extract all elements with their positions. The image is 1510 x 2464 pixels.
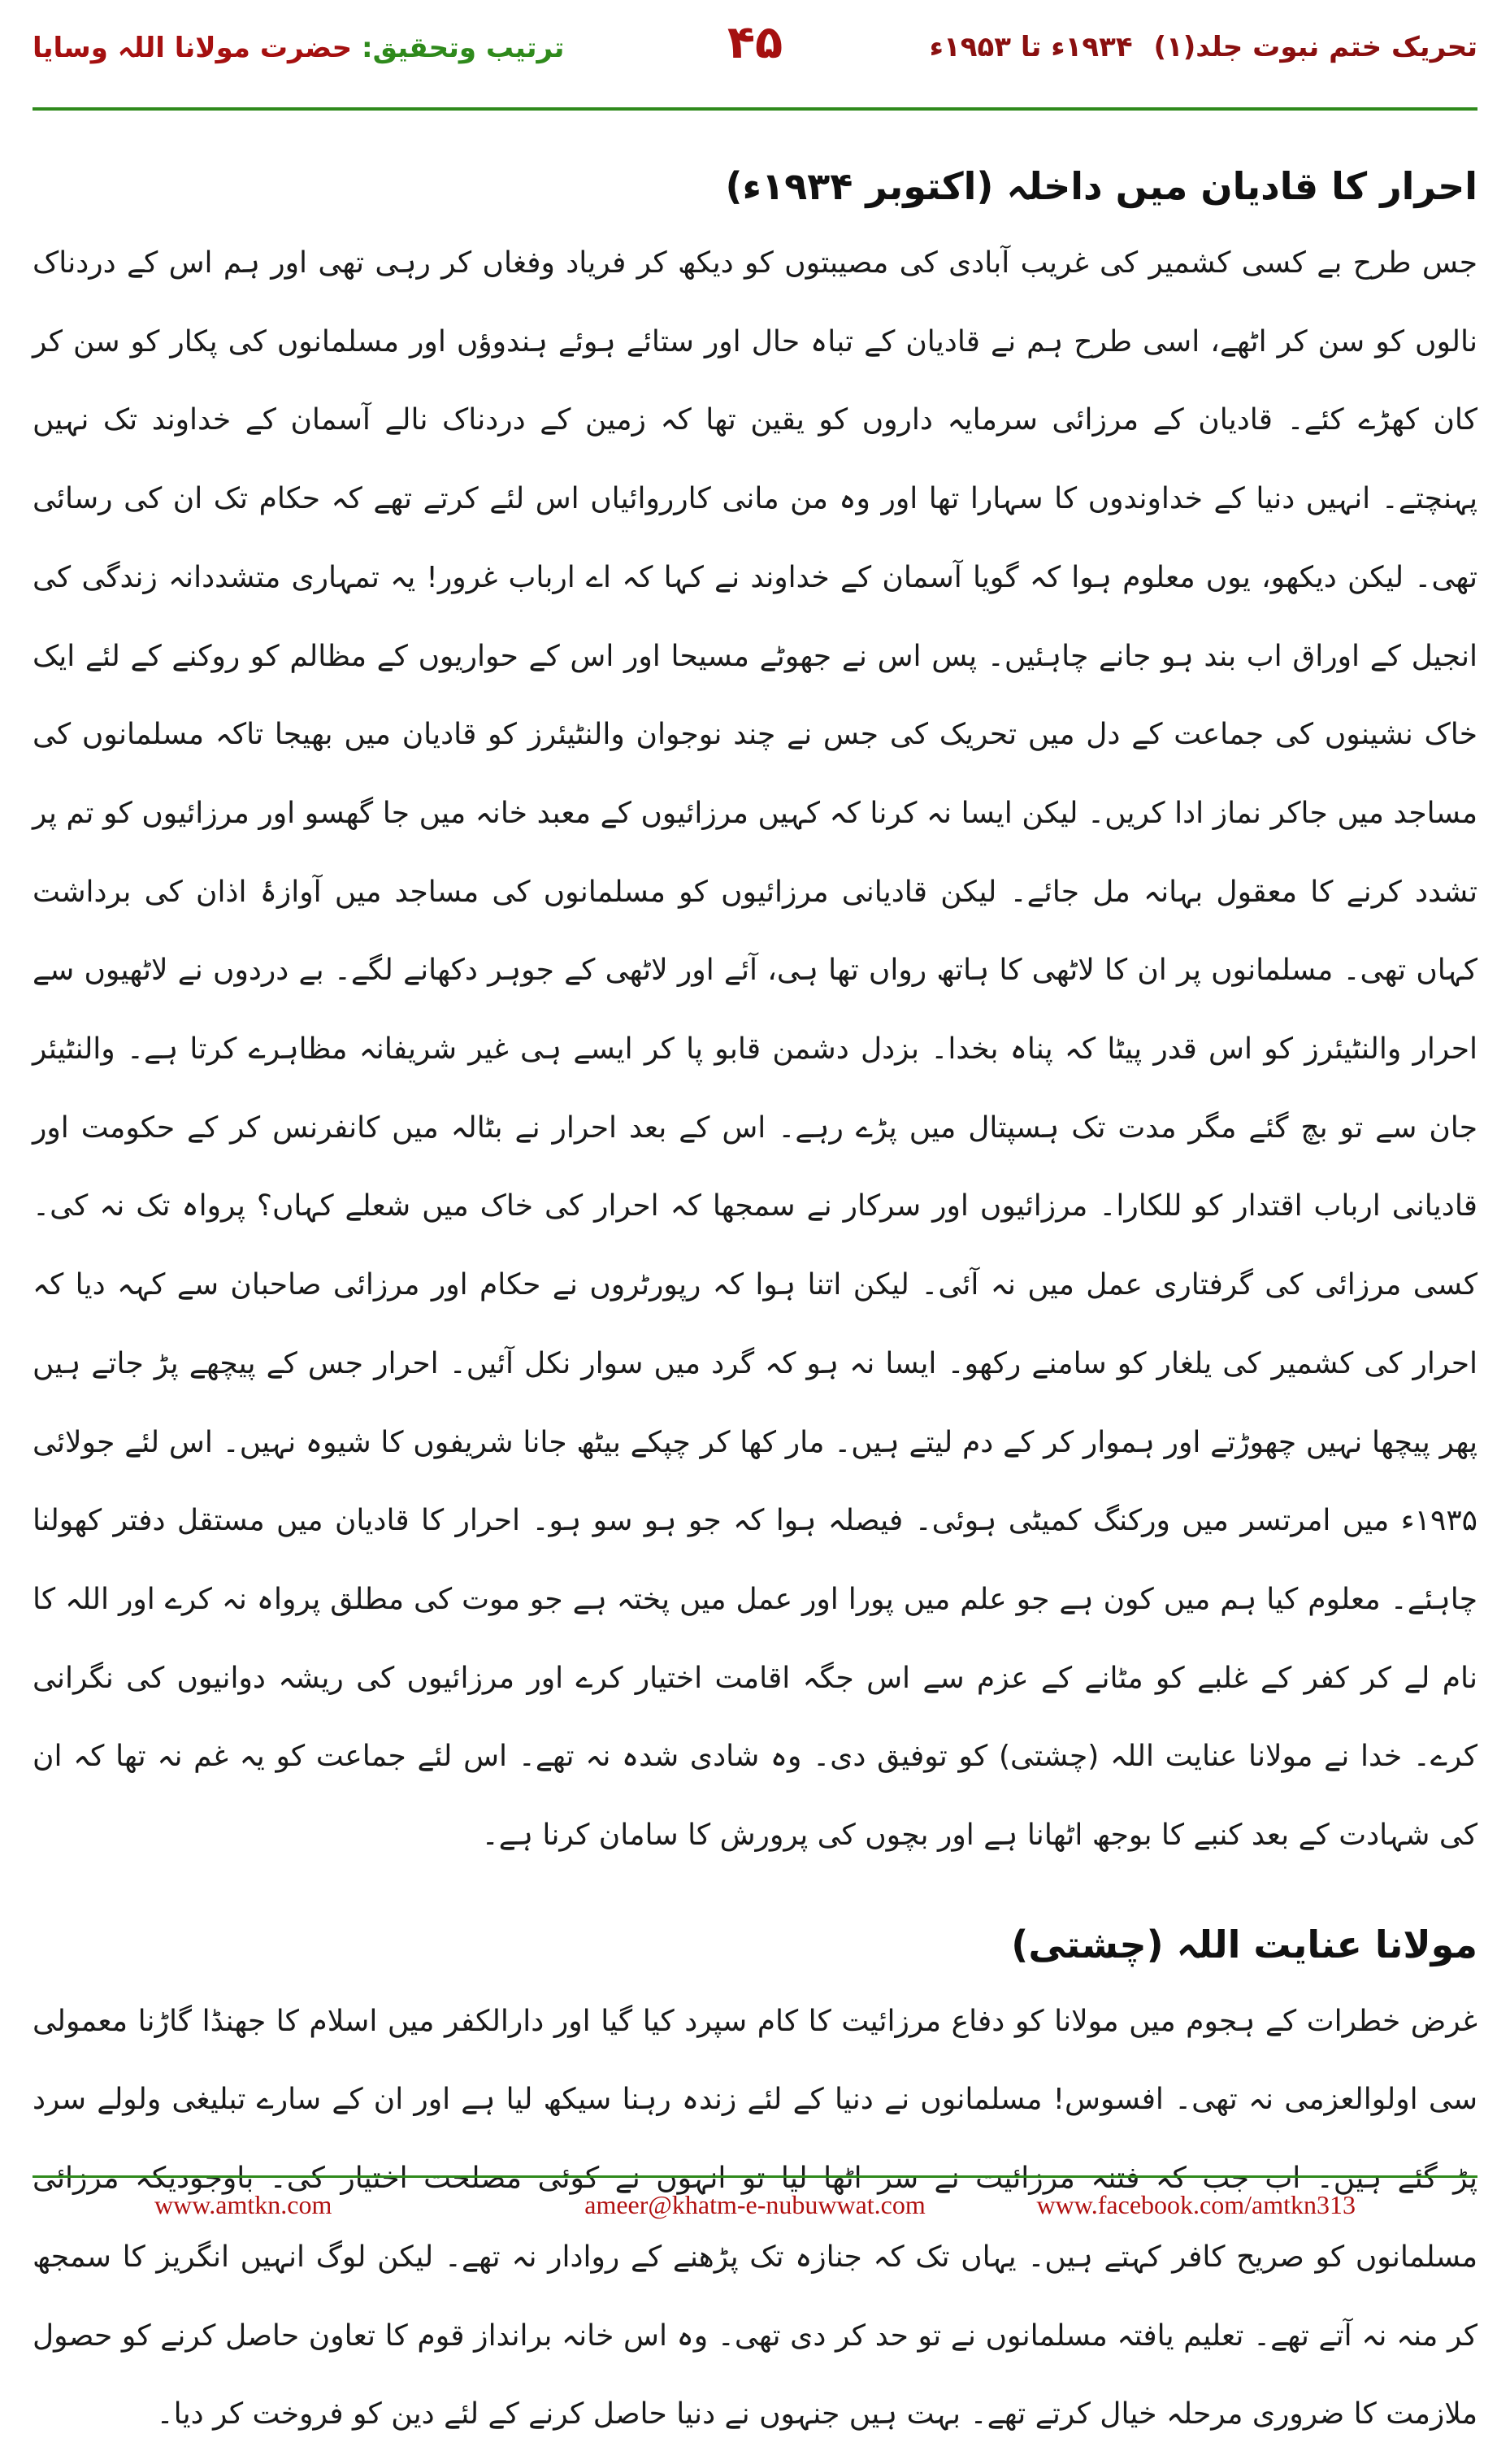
footer-website-link[interactable]: www.amtkn.com: [154, 2190, 332, 2219]
page-number: ۴۵: [727, 16, 783, 69]
footer-divider: [33, 2175, 1477, 2178]
article-body: [33, 122, 1477, 2464]
section-heading: احرار کا قادیان میں داخلہ (اکتوبر ۱۹۳۴ء): [725, 164, 1477, 208]
section-paragraph: غرض خطرات کے ہجوم میں مولانا کو دفاع مرزائیت کا کام سپرد کیا گیا اور دارالکفر میں اسلام کا جھنڈا گاڑنا معمولی سی اولوالعزمی نہ تھی۔ افسوس! مسلمانوں نے دنیا کے لئے زندہ رہنا سیکھ لیا ہے اور ان کے سارے تبلیغی ولولے سرد پڑ گئے ہیں۔ اب جب کہ فتنہ مرزائیت نے سر اٹھا لیا تو انہوں نے کوئی مصلحت اختیار کی۔ باوجودیکہ مرزائی مسلمانوں کو صریح کافر کہتے ہیں۔ یہاں تک کہ جنازہ تک پڑھنے کے روادار نہ تھے۔ لیکن لوگ انہیں انگریز کا سمجھ کر منہ نہ آتے تھے۔ تعلیم یافتہ مسلمانوں نے تو حد کر دی تھی۔ وہ اس خانہ برانداز قوم کا تعاون حاصل کرنے کو حصول ملازمت کا ضروری مرحلہ خیال کرتے تھے۔ بہت ہیں جنہوں نے دنیا حاصل کرنے کے لئے دین کو فروخت کر دیا۔: [33, 2004, 1477, 2431]
compiler-name: حضرت مولانا اللہ وسایا: [33, 32, 353, 64]
footer-email-link[interactable]: ameer@khatm-e-nubuwwat.com: [584, 2190, 926, 2219]
section-heading: مولانا عنایت اللہ (چشتی): [1011, 1922, 1477, 1966]
page-header: [33, 16, 1477, 106]
header-divider: [33, 107, 1477, 111]
compiler-label: ترتیب وتحقیق:: [362, 32, 565, 64]
book-years: ۱۹۳۴ء تا ۱۹۵۳ء: [929, 31, 1133, 63]
section-paragraph: جس طرح بے کسی کشمیر کی غریب آبادی کی مصیبتوں کو دیکھ کر فریاد وفغاں کر رہی تھی اور ہم اس کے دردناک نالوں کو سن کر اٹھے، اسی طرح ہم نے قادیان کے تباہ حال اور ستائے ہوئے ہندوؤں اور مسلمانوں کی پکار کو سن کر کان کھڑے کئے۔ قادیان کے مرزائی سرمایہ داروں کو یقین تھا کہ زمین کے دردناک نالے آسمان کے خداوند تک نہیں پہنچتے۔ انہیں دنیا کے خداوندوں کا سہارا تھا اور وہ من مانی کارروائیاں اس لئے کرتے تھے کہ حکام تک ان کی رسائی تھی۔ لیکن دیکھو، یوں معلوم ہوا کہ گویا آسمان کے خداوند نے کہا کہ اے ارباب غرور! یہ تمہاری متشددانہ زندگی کی انجیل کے اوراق اب بند ہو جانے چاہئیں۔ پس اس نے جھوٹے مسیحا اور اس کے حواریوں کے مظالم کو روکنے کے لئے ایک خاک نشینوں کی جماعت کے دل میں تحریک کی جس نے چند نوجوان والنٹیئرز کو قادیان میں بھیجا تاکہ مسلمانوں کی مساجد میں جاکر نماز ادا کریں۔ لیکن ایسا نہ کرنا کہ کہیں مرزائیوں کے معبد خانہ میں جا گھسو اور مرزائیوں کو تم پر تشدد کرنے کا معقول بہانہ مل جائے۔ لیکن قادیانی مرزائیوں کو مسلمانوں کی مساجد میں آوازۂ اذان کی برداشت کہاں تھی۔ مسلمانوں پر ان کا لاٹھی کا ہاتھ رواں تھا ہی، آئے اور لاٹھی کے جوہر دکھانے لگے۔ بے دردوں نے لاٹھیوں سے احرار والنٹیئرز کو اس قدر پیٹا کہ پناہ بخدا۔ بزدل دشمن قابو پا کر ایسے ہی غیر شریفانہ مظاہرے کرتا ہے۔ والنٹیئر جان سے تو بچ گئے مگر مدت تک ہسپتال میں پڑے رہے۔ اس کے بعد احرار نے بٹالہ میں کانفرنس کر کے حکومت اور قادیانی ارباب اقتدار کو للکارا۔ مرزائیوں اور سرکار نے سمجھا کہ احرار کی خاک میں شعلے کہاں؟ پرواہ تک نہ کی۔ کسی مرزائی کی گرفتاری عمل میں نہ آئی۔ لیکن اتنا ہوا کہ رپورٹروں نے حکام اور مرزائی صاحبان سے کہہ دیا کہ احرار کی کشمیر کی یلغار کو سامنے رکھو۔ ایسا نہ ہو کہ گرد میں سوار نکل آئیں۔ احرار جس کے پیچھے پڑ جاتے ہیں پھر پیچھا نہیں چھوڑتے اور ہموار کر کے دم لیتے ہیں۔ مار کھا کر چپکے بیٹھ جانا شریفوں کا شیوہ نہیں۔ اس لئے جولائی ۱۹۳۵ء میں امرتسر میں ورکنگ کمیٹی ہوئی۔ فیصلہ ہوا کہ جو ہو سو ہو۔ احرار کا قادیان میں مستقل دفتر کھولنا چاہئے۔ معلوم کیا ہم میں کون ہے جو علم میں پورا اور عمل میں پختہ ہے جو موت کی مطلق پرواہ نہ کرے اور اللہ کا نام لے کر کفر کے غلبے کو مٹانے کے عزم سے اس جگہ اقامت اختیار کرے اور مرزائیوں کی ریشہ دوانیوں کی نگرانی کرے۔ خدا نے مولانا عنایت اللہ (چشتی) کو توفیق دی۔ وہ شادی شدہ نہ تھے۔ اس لئے جماعت کو یہ غم نہ تھا کہ ان کی شہادت کے بعد کنبے کا بوجھ اٹھانا ہے اور بچوں کی پرورش کا سامان کرنا ہے۔: [33, 246, 1478, 1853]
page-footer: [33, 2190, 1477, 2231]
footer-facebook-link[interactable]: www.facebook.com/amtkn313: [1036, 2190, 1356, 2219]
compiler-credit: [33, 31, 564, 64]
book-title: تحریک ختم نبوت جلد(۱): [1153, 31, 1477, 63]
